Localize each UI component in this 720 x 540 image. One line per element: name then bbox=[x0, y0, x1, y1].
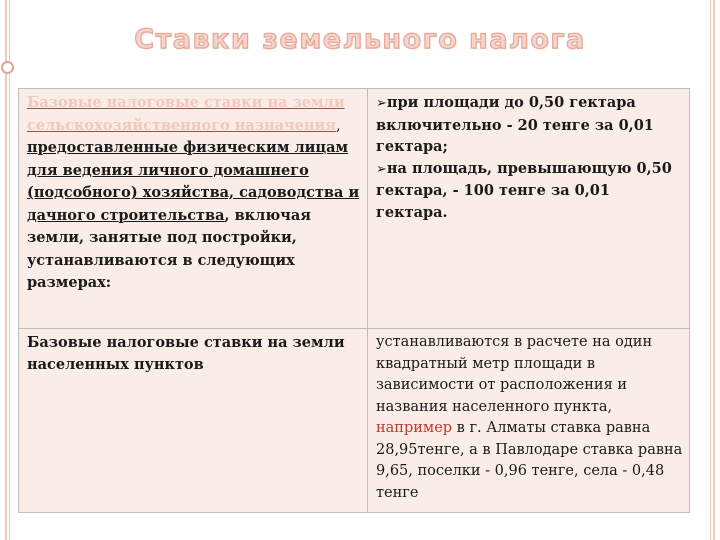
table-cell-agri-rates bbox=[368, 89, 690, 329]
table-row bbox=[19, 89, 690, 329]
table-row bbox=[19, 329, 690, 513]
right-frame-line-thin bbox=[710, 0, 711, 540]
tax-rates-table bbox=[18, 88, 690, 513]
arrow-bullet-icon: ➢ bbox=[376, 96, 387, 111]
list-item bbox=[376, 92, 683, 158]
rest-text: , включая земли, занятые под постройки, устанавливаются в следующих размерах: bbox=[27, 206, 311, 291]
left-frame-line-thin bbox=[9, 0, 10, 540]
slide-title: Ставки земельного налога bbox=[134, 24, 586, 55]
rate-text-after: в г. Алматы ставка равна 28,95тенге, а в Павлодаре ставка равна 9,65, поселки - 0,96 тенге, села - 0,48 тенге bbox=[376, 420, 683, 501]
table-cell-settlement-rates bbox=[368, 329, 690, 513]
table-cell-agri-description bbox=[19, 89, 368, 329]
comma-text: , bbox=[335, 117, 341, 134]
underlined-text: предоставленные физическим лицам для ведения личного домашнего (подсобного) хозяйства, садоводства и дачного строительства bbox=[27, 139, 360, 224]
rate-item-1: при площади до 0,50 гектара включительно - 20 тенге за 0,01 гектара; bbox=[376, 94, 654, 155]
table-cell-settlement-description: Базовые налоговые ставки на земли населенных пунктов bbox=[19, 329, 368, 513]
arrow-bullet-icon: ➢ bbox=[376, 161, 387, 177]
rate-item-2: на площадь, превышающую 0,50 гектара, - 100 тенге за 0,01 гектара. bbox=[376, 159, 672, 221]
example-highlight: например bbox=[376, 420, 453, 436]
left-frame-line bbox=[5, 0, 7, 540]
list-item bbox=[376, 158, 683, 224]
rate-text-before: устанавливаются в расчете на один квадратный метр площади в зависимости от расположения и названия населенного пункта, bbox=[376, 334, 653, 415]
right-frame-line bbox=[713, 0, 715, 540]
frame-circle-ornament bbox=[1, 61, 14, 74]
faded-heading-text: Базовые налоговые ставки на земли сельскохозяйственного назначения bbox=[27, 94, 345, 134]
